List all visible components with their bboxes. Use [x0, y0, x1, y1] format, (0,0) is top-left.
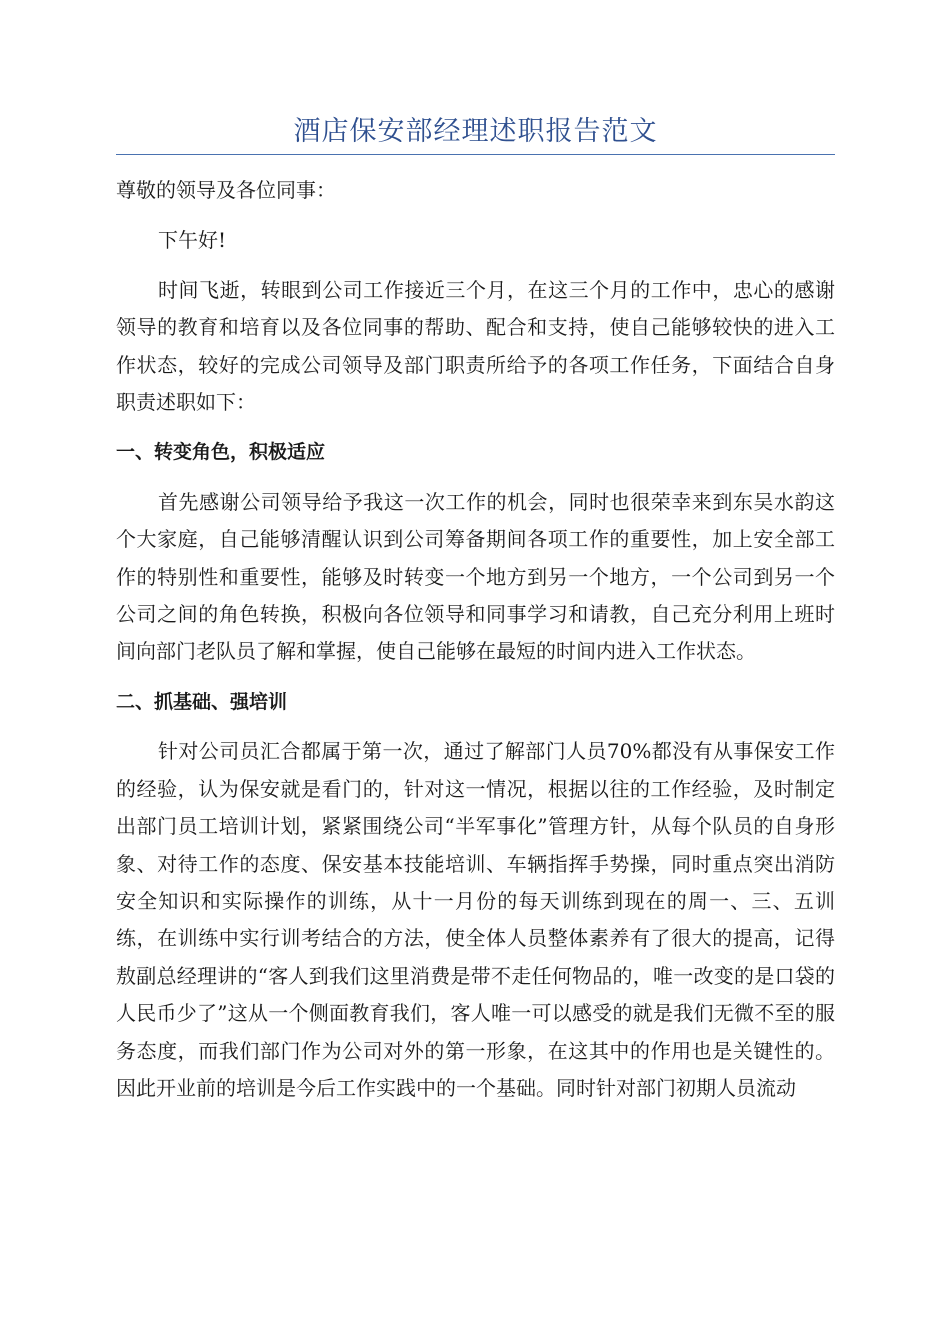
- section-1-paragraph: 首先感谢公司领导给予我这一次工作的机会，同时也很荣幸来到东吴水韵这个大家庭，自己能够清醒认识到公司筹备期间各项工作的重要性，加上安全部工作的特别性和重要性，能够及时转变一个地方到另一个地方，一个公司到另一个公司之间的角色转换，积极向各位领导和同事学习和请教，自己充分利用上班时间向部门老队员了解和掌握，使自己能够在最短的时间内进入工作状态。: [116, 489, 835, 664]
- section-1-heading: 一、转变角色，积极适应: [116, 441, 326, 464]
- greeting-line: 尊敬的领导及各位同事：: [116, 178, 336, 202]
- document-body: [116, 172, 835, 1107]
- document-title: 酒店保安部经理述职报告范文: [293, 116, 658, 147]
- section-2-paragraph: 针对公司员汇合都属于第一次，通过了解部门人员70%都没有从事保安工作的经验，认为保安就是看门的，针对这一情况，根据以往的工作经验，及时制定出部门员工培训计划，紧紧围绕公司“半军事化”管理方针，从每个队员的自身形象、对待工作的态度、保安基本技能培训、车辆指挥手势操，同时重点突出消防安全知识和实际操作的训练，从十一月份的每天训练到现在的周一、三、五训练，在训练中实行训考结合的方法，使全体人员整体素养有了很大的提高，记得敖副总经理讲的“客人到我们这里消费是带不走任何物品的，唯一改变的是口袋的人民币少了”这从一个侧面教育我们，客人唯一可以感受的就是我们无微不至的服务态度，而我们部门作为公司对外的第一形象，在这其中的作用也是关键性的。因此开业前的培训是今后工作实践中的一个基础。同时针对部门初期人员流动: [116, 739, 835, 1100]
- hello-line: 下午好!: [158, 228, 227, 253]
- section-2-heading: 二、抓基础、强培训: [116, 690, 288, 713]
- intro-paragraph: 时间飞逝，转眼到公司工作接近三个月，在这三个月的工作中，忠心的感谢领导的教育和培育以及各位同事的帮助、配合和支持，使自己能够较快的进入工作状态，较好的完成公司领导及部门职责所给予的各项工作任务，下面结合自身职责述职如下：: [116, 277, 835, 415]
- title-underline: [116, 154, 835, 155]
